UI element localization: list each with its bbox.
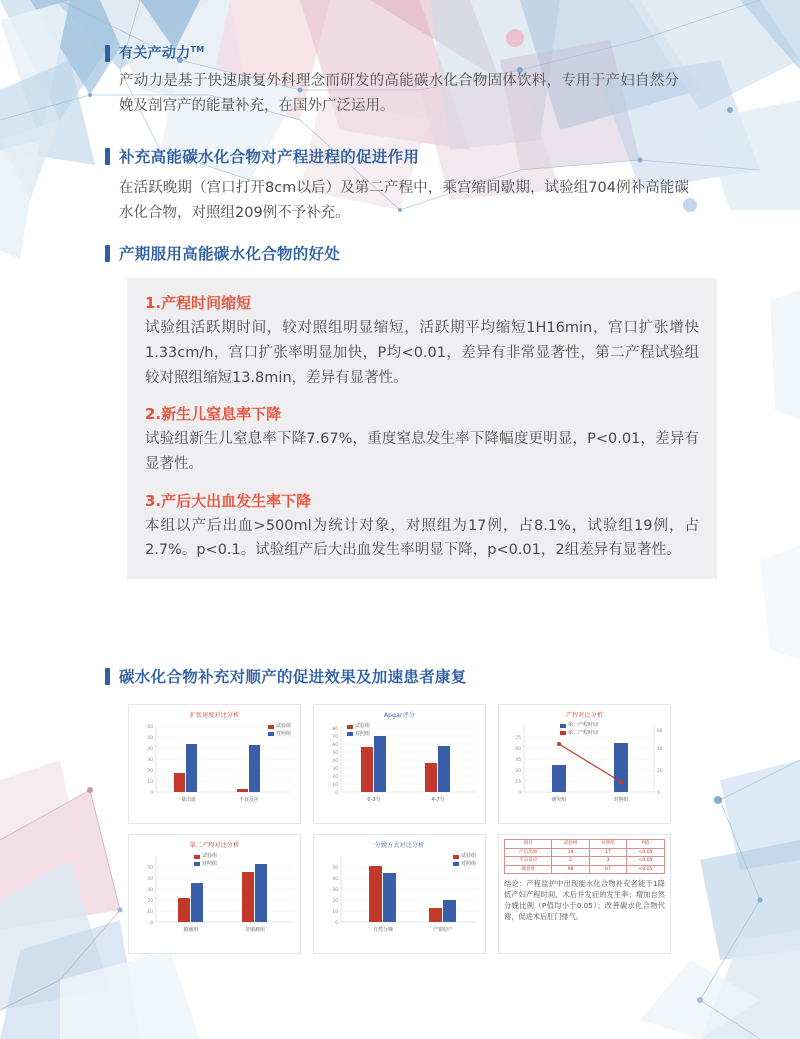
svg-text:研究组: 研究组 [551,797,567,803]
chart-title: 扩张速度对比分析 [189,712,240,719]
legend-label: 试验组 [355,723,371,729]
svg-text:30: 30 [332,767,338,772]
svg-text:20: 20 [332,775,338,780]
svg-text:50: 50 [332,866,338,871]
table-cell: 满意度 [505,865,552,874]
legend-label: 对照组 [460,860,476,867]
benefit-body: 试验组新生儿窒息率下降7.67%，重度窒息发生率下降幅度更明显，P<0.01，差异有显著性。 [145,431,699,472]
benefit-body: 本组以产后出血>500ml为统计对象，对照组为17例，占8.1%，试验组19例，占2.7%。p<0.1。试验组产后大出血发生率明显下降，p<0.01，2组差异有显著性。 [145,517,699,559]
table-cell: <0.05 [627,857,665,866]
table-cell: 17 [589,848,626,857]
charts-grid [128,704,673,964]
svg-text:30: 30 [515,769,521,774]
section-promotion [105,148,705,226]
chart-title: Apgar评分 [383,712,416,719]
table-header-cell: 试验组 [552,840,589,849]
chart-plot [319,850,480,938]
table-cell: 3 [589,857,626,866]
chart-title: 分娩方式对比分析 [374,842,425,849]
accent-bar [105,148,110,165]
svg-text:0: 0 [335,791,338,796]
trademark-superscript: TM [190,45,205,54]
summary-table-card [498,834,671,954]
table-header-cell: P值 [627,840,665,849]
chart-plot [319,720,480,808]
svg-text:50: 50 [147,866,153,871]
section-promotion-header [105,148,705,167]
svg-text:40: 40 [332,877,338,882]
section-benefits-title: 产期服用高能碳水化合物的好处 [119,245,341,263]
table-cell: 87 [589,865,626,874]
svg-text:20: 20 [147,899,153,904]
svg-text:45: 45 [515,758,521,763]
svg-text:不良反应: 不良反应 [238,797,260,803]
chart-plot [504,720,665,808]
section-benefits-header [105,245,725,264]
legend-label: 对照组 [275,730,291,737]
svg-text:镇痛组: 镇痛组 [183,927,199,933]
svg-text:10: 10 [147,910,153,915]
svg-text:非镇痛组: 非镇痛组 [244,927,266,933]
svg-text:60: 60 [515,747,521,752]
section-about [105,45,680,119]
table-header-cell: 项目 [505,840,552,849]
svg-text:10: 10 [147,780,153,785]
chart-plot [134,850,295,938]
svg-text:75: 75 [515,736,521,741]
section-charts [105,668,745,693]
svg-text:40: 40 [147,877,153,882]
svg-text:对照组: 对照组 [613,797,629,803]
section-charts-title: 碳水化合物补充对顺产的促进效果及加速患者康复 [119,668,467,686]
chart-title: 第二产程对比分析 [189,842,240,849]
section-charts-header [105,668,745,687]
chart-legend [453,853,476,868]
legend-label: 试验组 [460,853,476,859]
table-header-cell: 对照组 [589,840,626,849]
svg-text:60: 60 [147,725,153,730]
accent-bar [105,245,110,262]
chart-title: 产程对比分析 [565,712,604,719]
svg-text:30: 30 [147,758,153,763]
svg-text:15: 15 [515,780,521,785]
chart-legend [194,853,217,868]
table-header-row [505,840,665,849]
chart-legend [560,722,598,737]
svg-text:10: 10 [332,910,338,915]
table-cell: <0.05 [627,848,665,857]
legend-label: 第二产程时间 [568,729,599,736]
table-row [505,848,665,857]
svg-text:80: 80 [332,727,338,732]
svg-text:4-7分: 4-7分 [431,797,445,803]
svg-text:0: 0 [150,921,153,926]
svg-text:40: 40 [657,747,663,752]
benefit-block [145,490,699,563]
summary-note: 结论：产程监护中出现能水化合物补充者能于1降低产妇产程时间，术后并发症的发生率；增加自然分娩比例（P值均小于0.05）；改善碳水化合物代谢，促进术后肛门排气。 [504,879,665,922]
table-cell: 98 [552,865,589,874]
svg-text:30: 30 [332,888,338,893]
svg-text:20: 20 [657,769,663,774]
accent-bar [105,45,110,62]
section-promotion-title: 补充高能碳水化合物对产程进程的促进作用 [119,148,420,166]
chart-plot [134,720,295,808]
svg-text:0: 0 [518,791,521,796]
chart-card-dilation-rate [128,704,301,824]
svg-text:产钳助产: 产钳助产 [432,927,454,933]
chart-legend [268,723,291,738]
section-about-body: 产动力是基于快速康复外科理念而研发的高能碳水化合物固体饮料，专用于产妇自然分娩及剖宫产的能量补充，在国外广泛运用。 [119,73,679,115]
summary-table [504,839,665,874]
legend-label: 试验组 [202,853,218,859]
benefit-title: 1.产程时间缩短 [145,294,252,313]
svg-text:20: 20 [332,899,338,904]
svg-text:0: 0 [335,921,338,926]
accent-bar [105,668,110,685]
svg-text:40: 40 [147,747,153,752]
svg-text:60: 60 [332,743,338,748]
chart-card-delivery-mode [313,834,486,954]
svg-text:40: 40 [332,759,338,764]
charts-row [128,834,673,954]
svg-text:0: 0 [657,791,660,796]
section-about-title [119,45,205,63]
svg-text:一量出血: 一量出血 [175,797,197,803]
charts-row [128,704,673,824]
svg-text:20: 20 [147,769,153,774]
table-cell: <0.05 [627,865,665,874]
chart-card-labor-stage [498,704,671,824]
svg-text:50: 50 [332,751,338,756]
legend-label: 对照组 [202,860,218,867]
svg-text:10: 10 [332,783,338,788]
table-cell: 19 [552,848,589,857]
legend-label: 试验组 [275,723,291,729]
benefit-title: 3.产后大出血发生率下降 [145,491,312,510]
table-cell: 2 [552,857,589,866]
section-about-title-text: 有关产动力 [119,45,191,62]
table-row [505,865,665,874]
svg-text:30: 30 [147,888,153,893]
svg-text:0-3分: 0-3分 [367,797,381,803]
table-row [505,857,665,866]
svg-text:自然分娩: 自然分娩 [372,927,394,933]
benefit-block [145,403,699,476]
legend-label: 对照组 [355,730,371,737]
section-promotion-body: 在活跃晚期（宫口打开8cm以后）及第二产程中，乘宫缩间歇期，试验组704例补高能碳水化合物，对照组209例不予补充。 [119,180,689,222]
svg-text:50: 50 [147,736,153,741]
svg-text:0: 0 [150,791,153,796]
legend-label: 第一产程时间 [568,722,599,728]
section-benefits [105,245,725,579]
svg-text:70: 70 [332,735,338,740]
benefit-block [145,292,699,390]
chart-card-second-stage [128,834,301,954]
benefit-title: 2.新生儿窒息率下降 [145,405,282,424]
table-cell: 不良反应 [505,857,552,866]
benefits-panel [127,278,717,578]
benefit-body: 试验组活跃期时间，较对照组明显缩短，活跃期平均缩短1H16min，宫口扩张增快1.33cm/h，宫口扩张率明显加快，P均<0.01，差异有非常显著性，第二产程试验组较对照组缩短13.8min，差异有显著性。 [145,320,699,386]
chart-card-apgar [313,704,486,824]
chart-legend [347,723,370,738]
table-cell: 产后出血 [505,848,552,857]
section-about-header [105,45,680,63]
svg-text:60: 60 [657,729,663,734]
